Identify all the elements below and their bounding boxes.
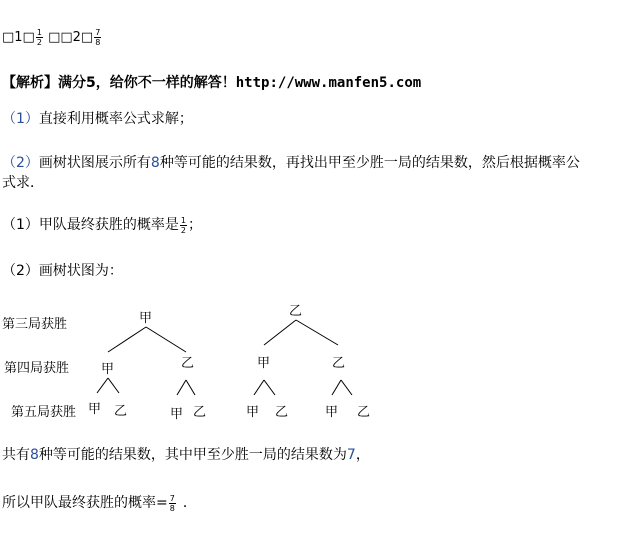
analysis-tag: 【解析】 [2,75,58,91]
answer-part2-label: □□2□ [43,30,94,45]
branch-line [254,380,264,395]
hint-1-number: （1） [2,111,39,127]
round-label-5: 第五局获胜 [11,405,77,420]
hint-1-text: 直接利用概率公式求解； [38,111,193,127]
solution-1-end: ； [188,217,203,233]
round-label-3: 第三局获胜 [2,317,68,332]
branch-line [296,320,338,345]
branch-line [108,378,119,393]
tree-node-level2: 甲 [101,362,115,377]
solution-1-text: （1）甲队最终获胜的概率是 [2,217,179,233]
conclusion-favorable-count: 7 [346,447,356,463]
solution-2: （2）画树状图为： [2,263,123,279]
conclusion-text-c: ， [355,447,370,463]
branch-line [341,380,352,395]
branch-line [108,327,146,352]
answer-part1-fraction: $\frac{1}{2}$ [36,28,42,47]
branch-line [332,380,341,395]
answer-part2-fraction: $\frac{7}{8}$ [95,28,101,47]
branch-line [186,380,195,395]
hint-2-continued: 式求． [2,175,44,191]
final-fraction: $\frac{7}{8}$ [169,493,175,513]
tree-node-level3: 甲 [170,407,184,422]
conclusion [2,444,370,464]
hint-2-text-a: 画树状图展示所有 [38,155,151,171]
branch-line [264,380,275,395]
branch-line [146,327,186,352]
tree-node-level3: 乙 [275,405,289,420]
conclusion-total-count: 8 [30,447,39,463]
analysis-slogan: 满分5，给你不一样的解答！ [58,75,236,91]
conclusion-text-a: 共有 [2,447,30,463]
tree-node-level2: 甲 [257,356,271,371]
tree-node-level2: 乙 [332,356,346,371]
conclusion-text-b: 种等可能的结果数，其中甲至少胜一局的结果数为 [38,447,347,463]
final-text: 所以甲队最终获胜的概率= [2,495,168,511]
final-end: ． [182,495,197,511]
hint-2-number: （2） [2,155,39,171]
final-probability [2,492,197,513]
tree-node-level2: 乙 [181,356,195,371]
tree-node-level3: 乙 [357,405,371,420]
tree-node-level3: 甲 [88,402,102,417]
hint-2-text-b: 种等可能的结果数，再找出甲至少胜一局的结果数，然后根据概率公 [159,155,580,171]
tree-node-level3: 乙 [114,404,128,419]
tree-node-level3: 乙 [193,405,207,420]
tree-node-root: 甲 [139,311,153,326]
hint-2-count: 8 [150,155,160,171]
tree-node-root: 乙 [289,304,303,319]
analysis-url[interactable]: http://www.manfen5.com [235,75,422,91]
solution-1-fraction: $\frac{1}{2}$ [180,215,187,235]
tree-node-level3: 甲 [325,405,339,420]
answer-part1-label: □1□ [2,30,35,45]
branch-line [264,320,296,345]
round-label-4: 第四局获胜 [4,361,70,376]
tree-node-level3: 甲 [246,405,260,420]
branch-line [97,378,108,393]
branch-line [177,380,186,395]
